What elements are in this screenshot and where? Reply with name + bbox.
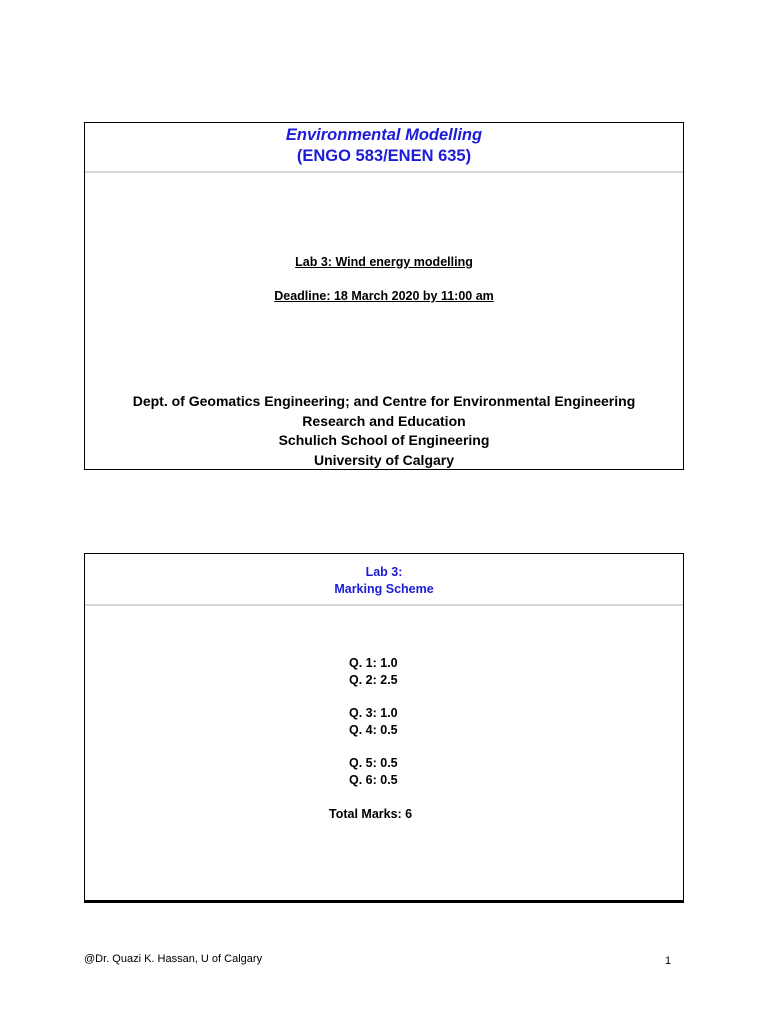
slide-2 (84, 553, 684, 901)
deadline: Deadline: 18 March 2020 by 11:00 am (274, 289, 494, 303)
total-marks: Total Marks: 6 (329, 807, 413, 821)
mark-q4: Q. 4: 0.5 (349, 722, 398, 737)
marking-list (349, 655, 398, 788)
slide-2-title-band (85, 554, 683, 606)
mark-q5: Q. 5: 0.5 (349, 756, 398, 770)
footer-credit: @Dr. Quazi K. Hassan, U of Calgary (84, 953, 263, 965)
slide-1-title-band (85, 123, 683, 173)
slide-2-subtitle: Marking Scheme (334, 582, 434, 596)
mark-q3: Q. 3: 1.0 (349, 706, 398, 720)
slide-2-title: Lab 3: (365, 565, 403, 579)
dept-line-3: Schulich School of Engineering (278, 432, 490, 448)
slide-1 (84, 122, 684, 470)
course-title: Environmental Modelling (285, 126, 483, 144)
mark-q2: Q. 2: 2.5 (349, 672, 398, 687)
dept-line-1: Dept. of Geomatics Engineering; and Centre for Environmental Engineering (132, 393, 636, 409)
lab-title: Lab 3: Wind energy modelling (295, 255, 473, 269)
course-code: (ENGO 583/ENEN 635) (296, 147, 472, 165)
mark-q6: Q. 6: 0.5 (349, 772, 398, 787)
dept-line-4: University of Calgary (313, 451, 455, 468)
dept-line-2: Research and Education (302, 412, 466, 429)
mark-q1: Q. 1: 1.0 (349, 656, 398, 670)
page-number: 1 (665, 955, 672, 967)
department-block (85, 392, 683, 470)
